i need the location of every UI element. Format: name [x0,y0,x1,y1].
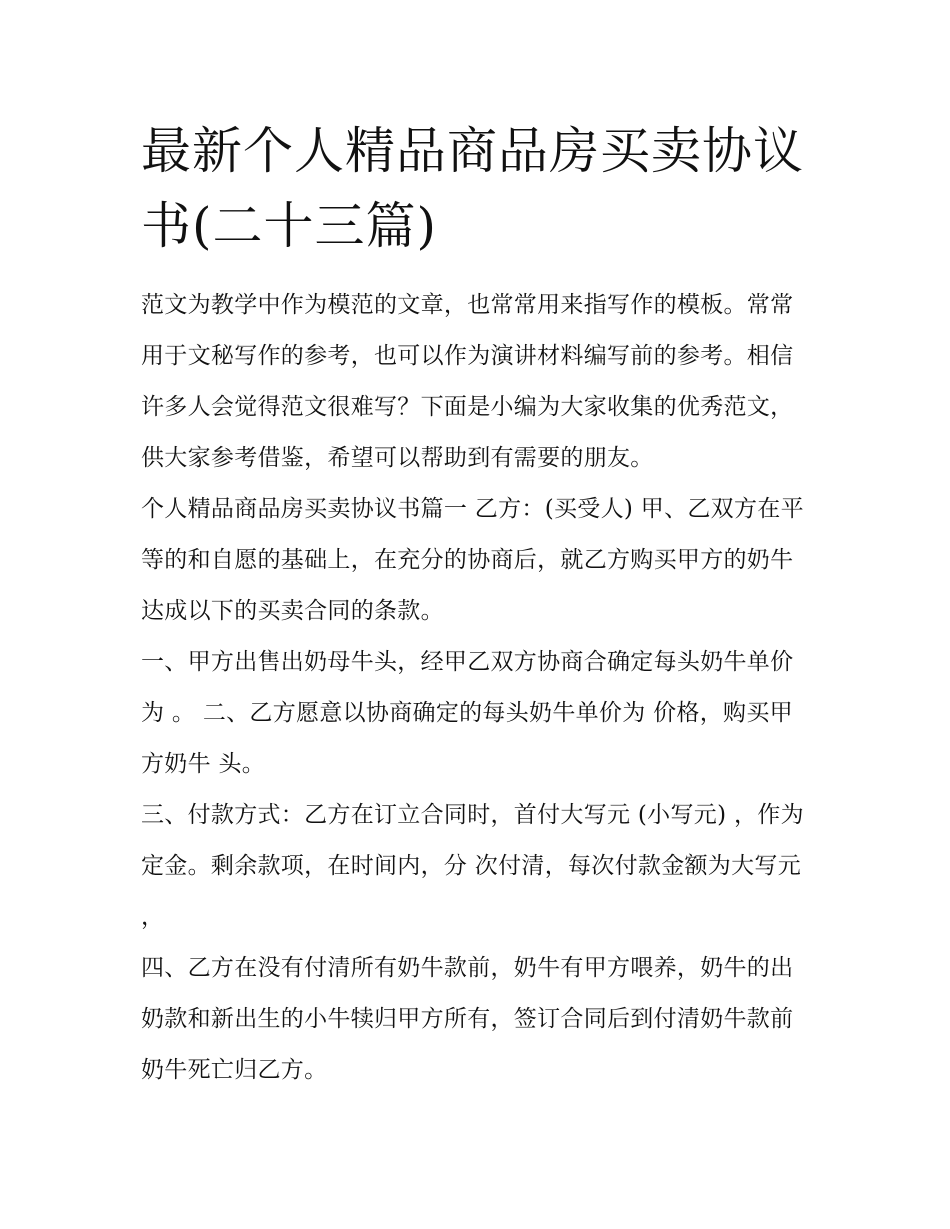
clause-one-two-paragraph: 一、甲方出售出奶母牛头，经甲乙双方协商合确定每头奶牛单价为 。 二、乙方愿意以协商确定的每头奶牛单价为 价格，购买甲方奶牛 头。 [141,649,794,777]
document-body [141,280,813,1096]
clause-four-paragraph: 四、乙方在没有付清所有奶牛款前，奶牛有甲方喂养，奶牛的出奶款和新出生的小牛犊归甲方所有，签订合同后到付清奶牛款前奶牛死亡归乙方。 [141,955,794,1083]
document-title: 最新个人精品商品房买卖协议书(二十三篇) [141,122,804,255]
clause-three-paragraph: 三、付款方式：乙方在订立合同时，首付大写元 (小写元) ，作为定金。剩余款项，在时间内，分 次付清，每次付款金额为大写元 ， [141,802,804,930]
intro-paragraph: 范文为教学中作为模范的文章，也常常用来指写作的模板。常常用于文秘写作的参考，也可以作为演讲材料编写前的参考。相信许多人会觉得范文很难写？下面是小编为大家收集的优秀范文，供大家参考借鉴，希望可以帮助到有需要的朋友。 [141,292,794,471]
chapter-one-paragraph: 个人精品商品房买卖协议书篇一 乙方：(买受人) 甲、乙双方在平等的和自愿的基础上，在充分的协商后，就乙方购买甲方的奶牛达成以下的买卖合同的条款。 [141,496,804,624]
